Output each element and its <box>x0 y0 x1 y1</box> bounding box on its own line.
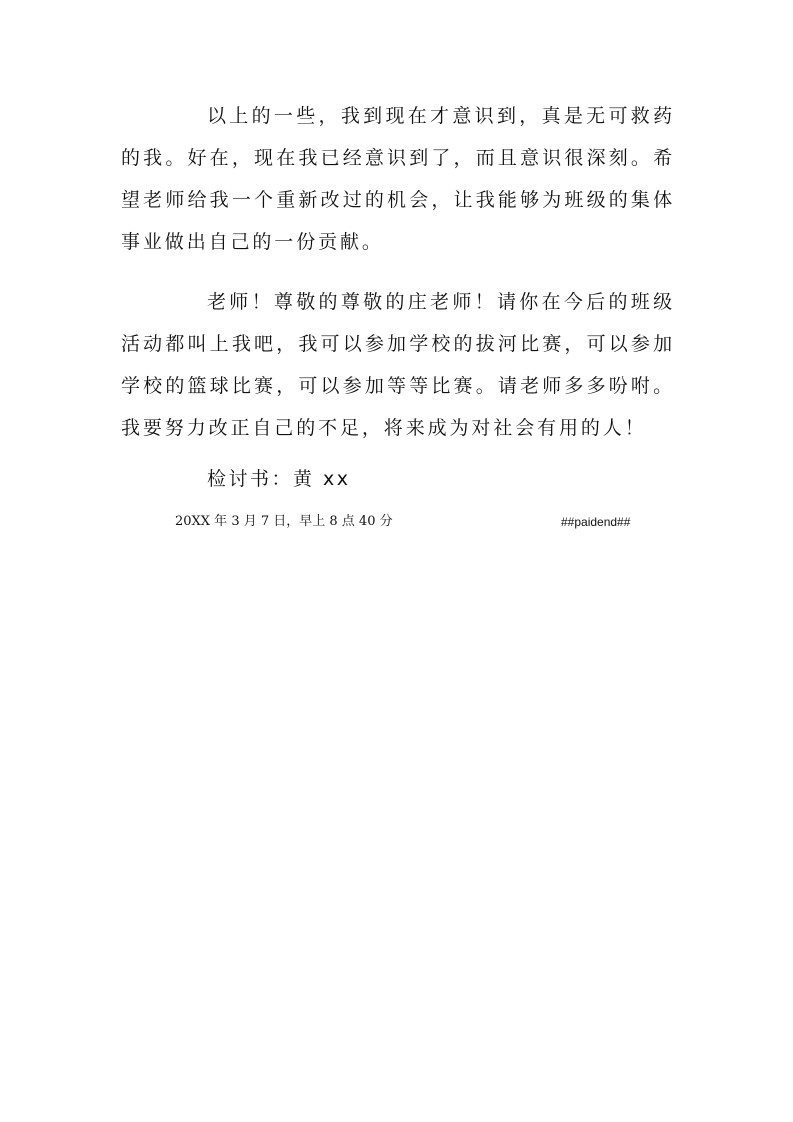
paragraph-reflection: 以上的一些，我到现在才意识到，真是无可救药的我。好在，现在我已经意识到了，而且意识很深刻。希望老师给我一个重新改过的机会，让我能够为班级的集体事业做出自己的一份贡献。 <box>121 105 675 253</box>
end-marker: ##paidend## <box>561 515 631 529</box>
date-line: 20XX 年 3 月 7 日，早上 8 点 40 分 <box>175 514 393 529</box>
signature-line: 检讨书：黄 xx <box>207 468 351 490</box>
paragraph-request-to-teacher: 老师！尊敬的尊敬的庄老师！请你在今后的班级活动都叫上我吧，我可以参加学校的拔河比赛，可以参加学校的篮球比赛，可以参加等等比赛。请老师多多吩咐。我要努力改正自己的不足，将来成为对社会有用的人！ <box>121 291 675 439</box>
